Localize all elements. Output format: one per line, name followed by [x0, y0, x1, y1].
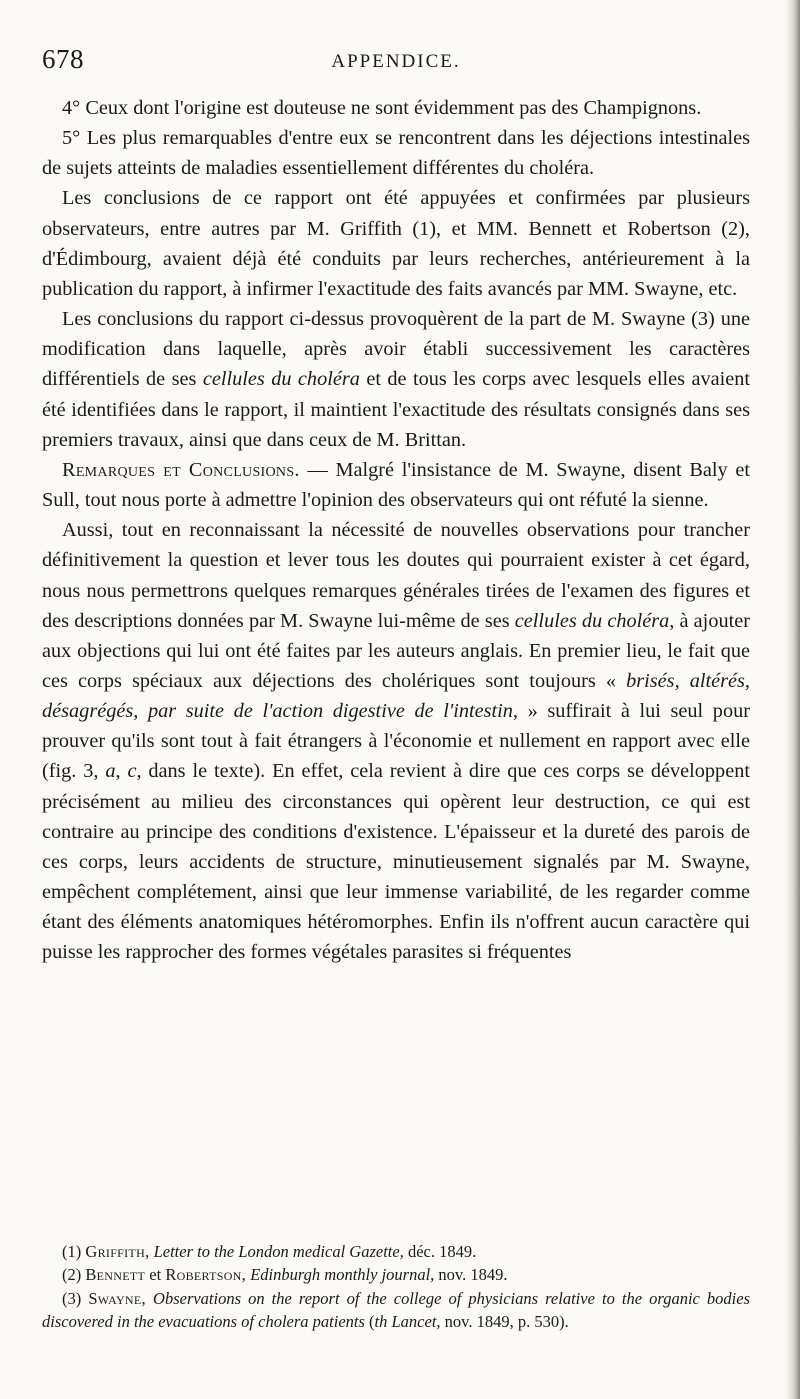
footnote-author: Bennett: [85, 1265, 146, 1285]
page-edge-shadow: [786, 0, 800, 1399]
text-run: » suffirait à lui seul pour prouver qu'ils sont tout à fait étrangers à l'économie et nullement en rapport avec elle (fig. 3,: [42, 700, 750, 783]
paragraph-point-4: 4° Ceux dont l'origine est douteuse ne sont évidemment pas des Champignons.: [62, 97, 702, 119]
paragraph-remarks: [42, 455, 750, 515]
paragraph-swayne-reply: [42, 304, 750, 455]
italic-run: brisés, altérés, désagrégés, par suite de l'action digestive de l'intestin,: [42, 669, 750, 723]
paragraph-point-5: 5° Les plus remarquables d'entre eux se rencontrent dans les déjections intestinales de sujets atteints de maladies essentiellement différentes du choléra.: [42, 127, 750, 180]
text-run: Aussi, tout en reconnaissant la nécessité de nouvelles observations pour trancher définitivement la question et lever tous les doutes qui pourraient exister à cet égard, nous nous permettrons quelques remarques générales tirées de l'examen des figures et des descriptions données par M. Swayne lui-même de ses: [42, 519, 750, 632]
text-run: dans le texte). En effet, cela revient à dire que ces corps se développent précisément au milieu des circonstances qui opèrent leur destruction, ce qui est contraire au principe des conditions d'existence. L'épaisseur et la dureté des parois de ces corps, leurs accidents de structure, minutieusement signalés par M. Swayne, empêchent complétement, ainsi que leur immense variabilité, de les regarder comme étant des éléments anatomiques hétéromorphes. Enfin ils n'offrent aucun caractère qui puisse les rapprocher des formes végétales parasites si fréquentes: [42, 760, 750, 964]
page-header: [42, 44, 750, 78]
footnote-2: [42, 1263, 750, 1286]
paragraph-analysis: [42, 515, 750, 967]
paragraph-conclusions: Les conclusions de ce rapport ont été appuyées et confirmées par plusieurs observateurs, entre autres par M. Griffith (1), et MM. Bennett et Robertson (2), d'Édimbourg, avaient déjà été conduits par leurs recherches, antérieurement à la publication du rapport, à infirmer l'exactitude des faits avancés par MM. Swayne, etc.: [42, 187, 750, 300]
footnote-date: nov. 1849.: [434, 1265, 508, 1285]
italic-run: cellules du choléra: [514, 609, 670, 632]
footnote-title: Letter to the London medical Gazette,: [153, 1242, 404, 1261]
footnote-marker: (3): [62, 1288, 89, 1308]
footnote-author: Swayne,: [88, 1288, 146, 1308]
italic-run: cellules du choléra: [202, 368, 360, 391]
footnote-author: Griffith,: [85, 1242, 150, 1261]
text-run: Les conclusions du rapport ci-dessus provoquèrent de la part de M. Swayne (3) une modification dans laquelle, après avoir établi successivement les caractères différentiels de ses: [42, 308, 750, 391]
footnote-marker: (2): [62, 1265, 86, 1285]
text-run: et: [145, 1265, 166, 1285]
footnote-title: Observations on the report of the college of physicians relative to the organic bodies discovered in the evacuations of cholera patients: [42, 1288, 751, 1331]
text-run: — Malgré l'insistance de M. Swayne, disent Baly et Sull, tout nous porte à admettre l'opinion des observateurs qui ont réfuté la sienne.: [42, 458, 750, 512]
footnote-date: nov. 1849, p. 530).: [440, 1311, 569, 1331]
footnote-title: Edinburgh monthly journal,: [250, 1265, 435, 1285]
running-title: APPENDICE.: [331, 51, 461, 72]
footnote-journal: th Lancet,: [374, 1311, 441, 1331]
footnote-author: Robertson,: [165, 1265, 247, 1285]
section-heading: Remarques et Conclusions.: [62, 458, 300, 481]
footnote-1: [42, 1240, 750, 1263]
main-text: [42, 93, 750, 968]
text-run: (: [364, 1311, 375, 1331]
footnote-marker: (1): [62, 1242, 86, 1261]
footnote-3: [42, 1287, 750, 1334]
footnotes: [42, 1240, 750, 1333]
italic-run: a, c,: [105, 760, 142, 783]
text-run: et de tous les corps avec lesquels elles avaient été identifiées dans le rapport, il maintient l'exactitude des résultats consignés dans ses premiers travaux, ainsi que dans ceux de M. Brittan.: [42, 368, 751, 451]
footnote-date: déc. 1849.: [403, 1242, 477, 1261]
text-run: , à ajouter aux objections qui lui ont été faites par les auteurs anglais. En premier lieu, le fait que ces corps spéciaux aux déjections des cholériques sont toujours «: [42, 609, 750, 692]
page-number: 678: [42, 44, 84, 74]
